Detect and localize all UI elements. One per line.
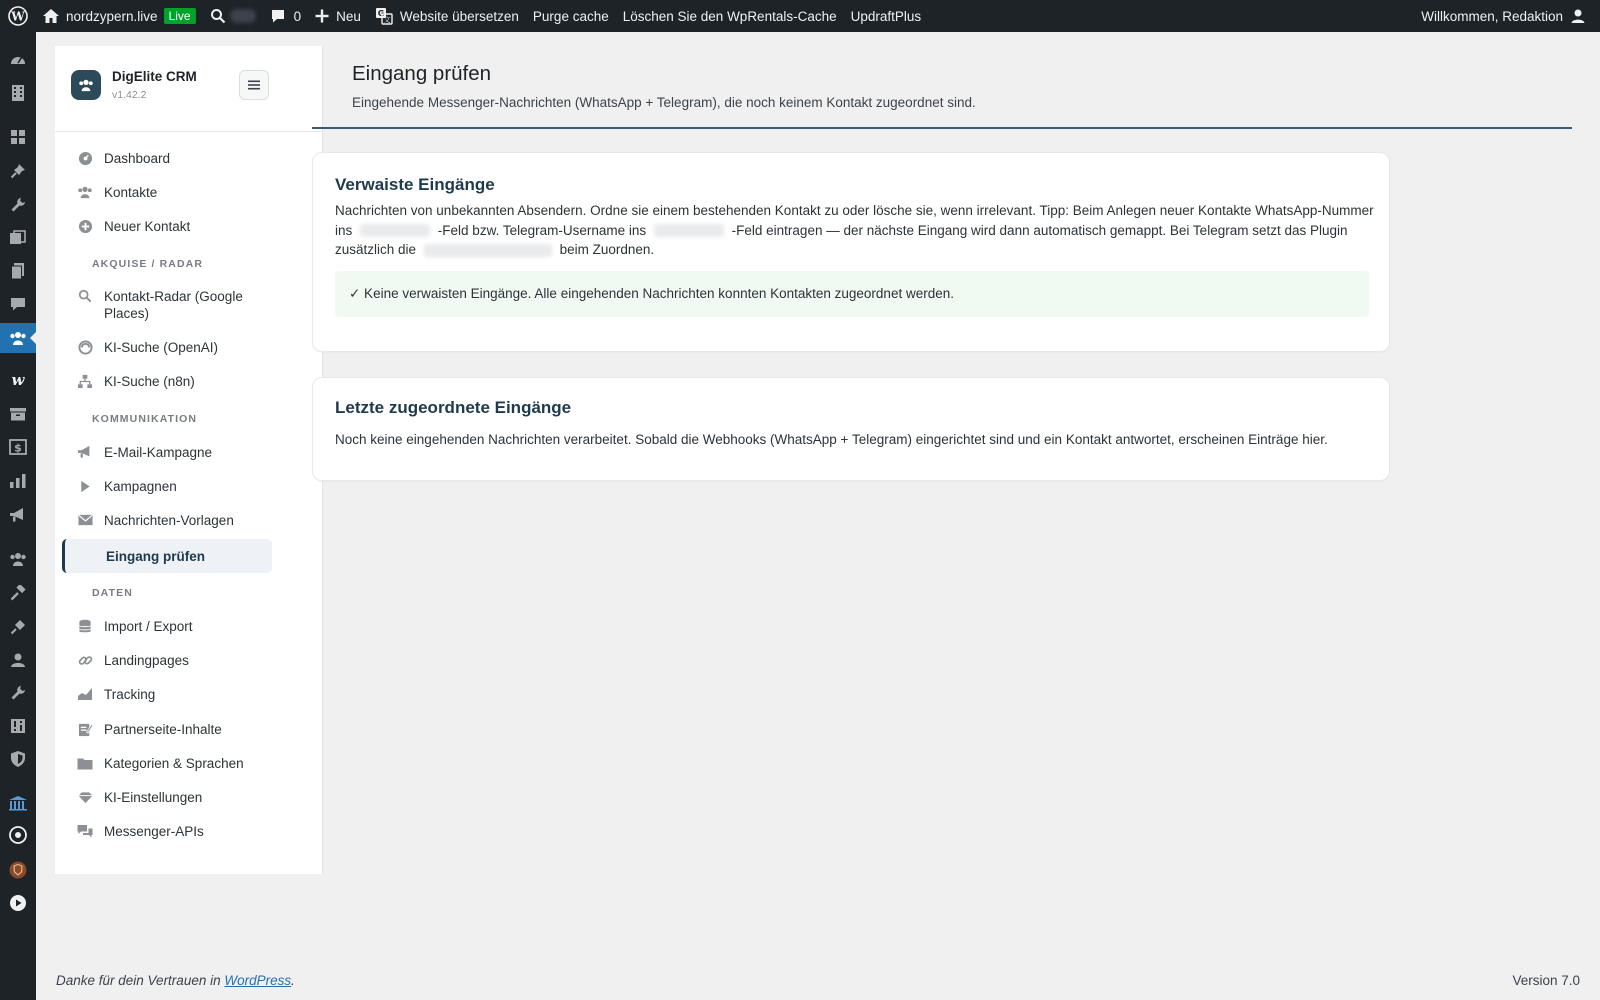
- svg-text:$: $: [14, 441, 22, 455]
- menu-groups-icon[interactable]: [0, 544, 36, 574]
- nav-item-ki-suche-openai[interactable]: [63, 339, 273, 356]
- my-account-link[interactable]: [1414, 0, 1600, 32]
- nav-item-label: Landingpages: [104, 653, 189, 668]
- svg-text:w: w: [11, 372, 25, 388]
- menu-crm-icon[interactable]: [0, 323, 36, 353]
- new-content-link[interactable]: [308, 0, 368, 32]
- menu-brave-icon[interactable]: [0, 855, 36, 885]
- section-daten: DATEN: [92, 587, 133, 599]
- email-icon: [77, 512, 93, 528]
- menu-user-icon[interactable]: [0, 645, 36, 675]
- admin-menu: [0, 32, 36, 1000]
- nav-item-eingang-pruefen[interactable]: [62, 539, 272, 573]
- crm-version: v1.42.2: [112, 89, 147, 101]
- nav-item-label: E-Mail-Kampagne: [104, 445, 213, 460]
- comments-link[interactable]: [263, 0, 309, 32]
- nav-item-ki-suche-n8n[interactable]: [63, 373, 273, 390]
- nav-item-label: Eingang prüfen: [106, 548, 205, 564]
- menu-tools-icon[interactable]: [0, 678, 36, 708]
- svg-text:W: W: [10, 9, 25, 24]
- orphans-text-part: beim Zuordnen.: [559, 242, 655, 257]
- svg-text:G: G: [377, 9, 385, 18]
- crm-brand: [55, 46, 323, 132]
- plus-circle-icon: [77, 218, 93, 234]
- section-kommunikation: KOMMUNIKATION: [92, 413, 198, 425]
- nav-item-nachrichten-vorlagen[interactable]: [63, 512, 273, 529]
- wprentals-cache-link[interactable]: Löschen Sie den WpRentals-Cache: [622, 8, 837, 24]
- nav-item-label: Kategorien & Sprachen: [104, 756, 244, 771]
- admin-footer: [36, 940, 1600, 1000]
- nav-item-label: Tracking: [104, 687, 156, 702]
- crm-sidebar: [55, 46, 323, 874]
- menu-dashboard-icon[interactable]: [0, 45, 36, 75]
- menu-megaphone-icon[interactable]: [0, 500, 36, 530]
- translate-link[interactable]: [368, 0, 526, 32]
- menu-pages-icon[interactable]: [0, 256, 36, 286]
- nav-item-kontakte[interactable]: [63, 184, 273, 201]
- nav-item-label: Neuer Kontakt: [104, 219, 191, 234]
- menu-building-icon[interactable]: [0, 78, 36, 108]
- menu-bank-icon[interactable]: [0, 788, 36, 818]
- menu-media-icon[interactable]: [0, 223, 36, 253]
- svg-text:文: 文: [383, 16, 391, 24]
- nav-item-tracking[interactable]: [63, 686, 273, 703]
- menu-toggle-button[interactable]: [239, 70, 269, 100]
- menu-wrench-icon[interactable]: [0, 190, 36, 220]
- nav-item-neuer-kontakt[interactable]: [63, 218, 273, 235]
- chart-area-icon: [77, 686, 93, 702]
- header-divider: [312, 127, 1572, 129]
- empty-icon-slot: [79, 548, 95, 564]
- nav-item-label: Kampagnen: [104, 479, 177, 494]
- ai-icon: [77, 339, 93, 355]
- menu-stats-icon[interactable]: [0, 466, 36, 496]
- orphans-text-part: -Feld eintragen — der nächste Eingang wird dann automatisch gemappt. Bei Telegram setzt das Plugin zusätzlich die: [335, 222, 1348, 257]
- play-icon: [77, 478, 93, 494]
- menu-hammer-icon[interactable]: [0, 578, 36, 608]
- dashboard-icon: [77, 150, 93, 166]
- menu-eye-icon[interactable]: [0, 820, 36, 850]
- search-button[interactable]: [203, 0, 263, 32]
- menu-comments-icon[interactable]: [0, 289, 36, 319]
- orphans-card-title: Verwaiste Eingänge: [335, 175, 495, 194]
- hamburger-icon: [247, 79, 261, 91]
- nav-item-import-export[interactable]: [63, 618, 273, 635]
- recent-card-title: Letzte zugeordnete Eingänge: [335, 398, 572, 417]
- nav-item-email-kampagne[interactable]: [63, 444, 273, 461]
- nav-item-label: KI-Einstellungen: [104, 790, 203, 805]
- recent-card: [312, 377, 1390, 481]
- live-badge: Live: [164, 8, 196, 24]
- redacted-field-name: [424, 244, 552, 257]
- crm-logo-icon: [71, 70, 101, 100]
- new-label: Neu: [336, 8, 361, 24]
- nav-item-dashboard[interactable]: [63, 150, 273, 167]
- menu-archive-icon[interactable]: [0, 399, 36, 429]
- nav-item-kategorien-sprachen[interactable]: [63, 755, 273, 772]
- page-title: Eingang prüfen: [352, 62, 492, 85]
- edit-page-icon: [77, 721, 93, 737]
- folder-icon: [77, 755, 93, 771]
- site-name-link[interactable]: [35, 0, 203, 32]
- nav-item-landingpages[interactable]: [63, 652, 273, 669]
- megaphone-icon: [77, 444, 93, 460]
- menu-pin-icon[interactable]: [0, 156, 36, 186]
- nav-item-kontakt-radar[interactable]: [63, 288, 273, 322]
- nav-item-label: KI-Suche (OpenAI): [104, 340, 219, 355]
- purge-cache-link[interactable]: Purge cache: [532, 8, 609, 24]
- comment-icon: [270, 8, 286, 24]
- menu-settings-icon[interactable]: [0, 711, 36, 741]
- translate-label: Website übersetzen: [399, 8, 519, 24]
- search-icon: [77, 288, 93, 304]
- wordpress-link[interactable]: WordPress: [224, 973, 292, 988]
- translate-icon: [375, 7, 393, 25]
- nav-item-messenger-apis[interactable]: [63, 823, 273, 840]
- search-icon: [210, 8, 226, 24]
- redacted-field-name: [654, 224, 724, 237]
- nav-item-label: Import / Export: [104, 619, 193, 634]
- orphans-text-part: -Feld bzw. Telegram-Username ins: [437, 222, 647, 238]
- crm-brand-name: DigElite CRM: [112, 69, 197, 84]
- redacted-field-name: [360, 224, 430, 237]
- link-icon: [77, 652, 93, 668]
- success-notice: ✓ Keine verwaisten Eingänge. Alle eingehenden Nachrichten konnten Kontakten zugeordnet werden.: [335, 271, 1369, 317]
- chat-icon: [77, 823, 93, 839]
- recent-card-description: Noch keine eingehenden Nachrichten verarbeitet. Sobald die Webhooks (WhatsApp + Telegram) eingerichtet sind und ein Kontakt antwortet, erscheinen Einträge hier.: [335, 432, 1328, 447]
- database-icon: [77, 618, 93, 634]
- comments-count: 0: [293, 8, 302, 24]
- nav-item-label: Messenger-APIs: [104, 824, 204, 839]
- footer-thanks-suffix: .: [291, 973, 295, 988]
- orphans-card: [312, 152, 1390, 352]
- nav-item-ki-einstellungen[interactable]: [63, 789, 273, 806]
- menu-plugin-icon[interactable]: [0, 612, 36, 642]
- nav-item-label: Kontakt-Radar (Google Places): [104, 289, 243, 321]
- content-area: [36, 32, 1600, 940]
- menu-dollar-icon[interactable]: [0, 432, 36, 462]
- nav-item-label: Kontakte: [104, 185, 158, 200]
- plus-icon: [315, 9, 329, 23]
- nav-item-partnerseite-inhalte[interactable]: [63, 721, 273, 738]
- blurred-item: [230, 9, 256, 23]
- avatar-icon: [1570, 8, 1586, 24]
- footer-version: Version 7.0: [1512, 973, 1580, 988]
- gem-icon: [77, 789, 93, 805]
- footer-thanks-text: Danke für dein Vertrauen in: [56, 973, 221, 988]
- nav-item-label: Partnerseite-Inhalte: [104, 722, 222, 737]
- page-subtitle: Eingehende Messenger-Nachrichten (WhatsApp + Telegram), die noch keinem Kontakt zugeordnet sind.: [352, 95, 976, 110]
- admin-bar: [0, 0, 1600, 32]
- wordpress-logo-icon[interactable]: [0, 0, 35, 32]
- nav-item-label: KI-Suche (n8n): [104, 374, 195, 389]
- site-name: nordzypern.live: [66, 8, 158, 24]
- section-akquise: AKQUISE / RADAR: [92, 258, 204, 270]
- groups-icon: [77, 184, 93, 200]
- orphans-card-description: [335, 201, 1375, 260]
- footer-thanks: [56, 973, 295, 988]
- updraftplus-link[interactable]: UpdraftPlus: [850, 8, 922, 24]
- nav-item-label: Nachrichten-Vorlagen: [104, 513, 234, 528]
- orphans-text-part: Nachrichten von unbekannten Absendern. Ordne sie einem bestehenden Kontakt zu oder lösche sie, wenn irrelevant. Tipp: Beim Anlegen neuer Kontakte WhatsApp-Nummer ins: [335, 203, 1374, 238]
- menu-play-icon[interactable]: [0, 888, 36, 918]
- menu-grid-icon[interactable]: [0, 122, 36, 152]
- nav-item-label: Dashboard: [104, 151, 171, 166]
- nav-item-kampagnen[interactable]: [63, 478, 273, 495]
- menu-w-icon[interactable]: [0, 365, 36, 395]
- network-icon: [77, 373, 93, 389]
- welcome-text: Willkommen, Redaktion: [1421, 8, 1563, 24]
- home-icon: [42, 8, 60, 24]
- menu-shield-icon[interactable]: [0, 744, 36, 774]
